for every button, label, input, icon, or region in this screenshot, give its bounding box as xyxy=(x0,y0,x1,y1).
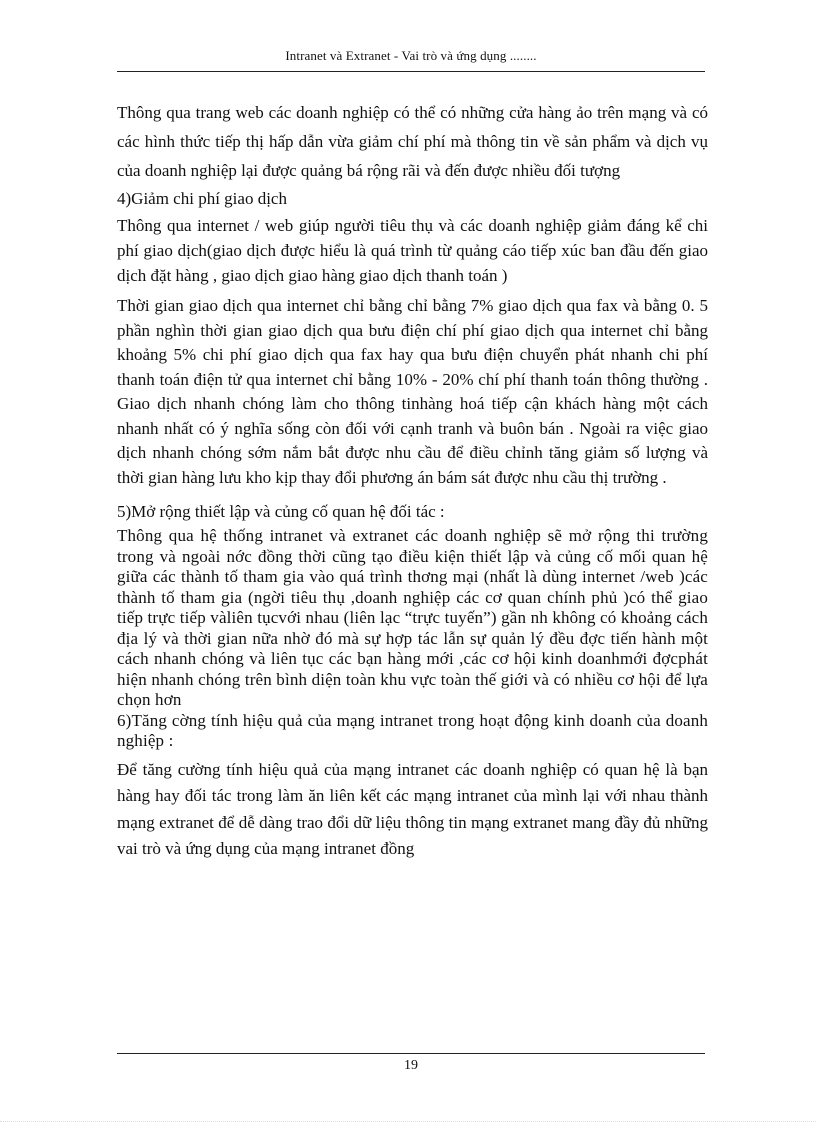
page-number: 19 xyxy=(404,1058,418,1073)
paragraph-intranet-efficiency: Để tăng cường tính hiệu quả của mạng intranet các doanh nghiệp có quan hệ là bạn hàng hay đối tác trong làm ăn liên kết các mạng intranet của mình lại với nhau thành mạng extranet để dễ dàng trao đổi dữ liệu thông tin mạng extranet mang đầy đủ những vai trò và ứng dụng của mạng intranet đồng xyxy=(117,759,708,858)
paragraph-transaction-time: Thời gian giao dịch qua internet chỉ bằng chỉ bằng 7% giao dịch qua fax và bằng 0. 5 phần nghìn thời gian giao dịch qua bưu điện chí phí giao dịch qua internet chỉ bằng khoảng 5% chi phí giao dịch qua fax hay qua bưu điện chuyển phát nhanh chi phí thanh toán điện tử qua internet chỉ bằng 10% - 20% chí phí thanh toán thông thường . Giao dịch nhanh chóng làm cho thông tinhàng hoá tiếp cận khách hàng một cách nhanh nhất có ý nghĩa sống còn đối với cạnh tranh và buôn bán . Ngoài ra việc giao dịch nhanh chóng sớm nắm bắt được nhu cầu để điều chỉnh tăng giảm số lượng và thời gian hàng lưu kho kịp thay đổi phương án bám sát được nhu cầu thị trường . xyxy=(117,296,708,487)
paragraph-transaction-costs: Thông qua internet / web giúp người tiêu thụ và các doanh nghiệp giảm đáng kể chi phí giao dịch(giao dịch được hiểu là quá trình từ quảng cáo tiếp xúc ban đầu đến giao dịch đặt hàng , giao dịch giao hàng giao dịch thanh toán ) xyxy=(117,216,708,285)
page-bottom-edge xyxy=(0,1121,816,1122)
heading-4-reduce-transaction-costs: 4)Giảm chi phí giao dịch xyxy=(117,189,287,208)
paragraph-partner-relations: Thông qua hệ thống intranet và extranet các doanh nghiệp sẽ mở rộng thi trường trong và ngoài nớc đồng thời cũng tạo điều kiện thiết lập và củng cố mối quan hệ giữa các thành tố tham gia vào quá trình thơng mại (nhất là dùng internet /web )các thành tố tham gia (ngời tiêu thụ ,doanh nghiệp các cơ quan chính phủ )có thể giao tiếp trực tiếp vàliên tụcvới nhau (liên lạc “trực tuyến”) gần nh không có khoảng cách địa lý và thời gian nữa nhờ đó mà sự hợp tác lẫn sự quản lý đều đợc tiến hành một cách nhanh chóng và liên tục các bạn hàng mới ,các cơ hội kinh doanhmới đợcphát hiện nhanh chóng trên bình diện toàn khu vực toàn thế giới và có nhiều cơ hội để lựa chọn hơn xyxy=(117,526,708,709)
paragraph-web-storefront: Thông qua trang web các doanh nghiệp có thể có những cửa hàng ảo trên mạng và có các hình thức tiếp thị hấp dẫn vừa giảm chí phí mà thông tin về sản phẩm và dịch vụ của doanh nghiệp lại được quảng bá rộng rãi và đến được nhiều đối tượng xyxy=(117,103,708,180)
header-rule xyxy=(117,71,705,72)
footer-rule xyxy=(117,1053,705,1054)
running-header: Intranet và Extranet - Vai trò và ứng dụng ........ xyxy=(285,48,537,63)
page-body xyxy=(117,98,708,863)
heading-6-intranet-efficiency: 6)Tăng cờng tính hiệu quả của mạng intranet trong hoạt động kinh doanh của doanh nghiệp : xyxy=(117,710,708,750)
heading-5-partner-relations: 5)Mở rộng thiết lập và củng cố quan hệ đối tác : xyxy=(117,502,445,521)
